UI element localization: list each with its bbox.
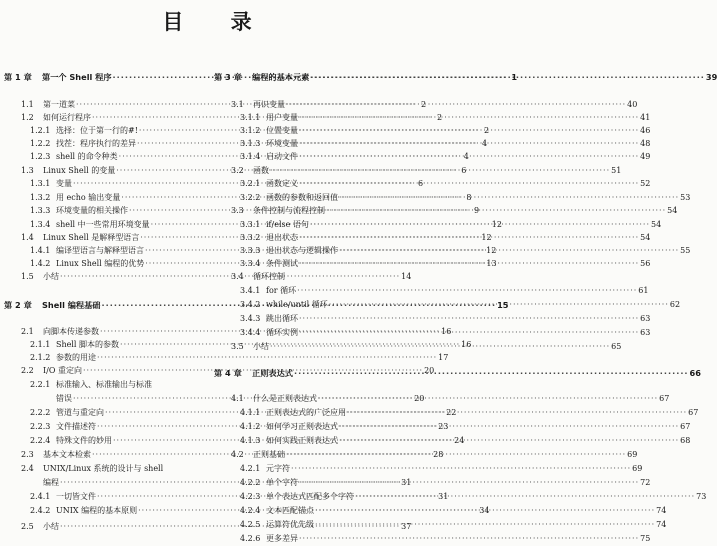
toc-entry <box>214 176 651 189</box>
section-number: 2.3 <box>21 450 34 459</box>
section-number: 1.4.1 <box>30 246 51 255</box>
entry-title: 环境变量 <box>266 139 298 148</box>
toc-entry <box>4 377 200 390</box>
entry-title: 函数的参数和返回值 <box>266 193 338 202</box>
section-number: 3.3 <box>231 206 244 215</box>
page-number: 67 <box>680 422 691 431</box>
section-number: 1.3.2 <box>30 193 51 202</box>
toc-entry <box>214 531 651 544</box>
page-number: 40 <box>627 100 638 109</box>
page-number: 68 <box>680 436 691 445</box>
entry-title: 基本文本检索 <box>43 450 91 459</box>
entry-title: if/else 语句 <box>266 220 309 229</box>
section-number: 2.1.2 <box>30 353 51 362</box>
entry-title: 用 echo 输出变量 <box>56 193 121 202</box>
entry-title: 第一个 Shell 程序 <box>42 72 112 82</box>
dot-leader <box>286 100 626 110</box>
page-number: 63 <box>640 314 651 323</box>
dot-leader <box>326 206 666 216</box>
section-number: 4.2.3 <box>240 492 261 501</box>
entry-title: 更多差异 <box>266 534 298 543</box>
dot-leader <box>315 520 655 530</box>
entry-title: 变量 <box>56 179 72 188</box>
entry-title: 如何学习正则表达式 <box>266 422 338 431</box>
section-number: 2.4.1 <box>30 492 51 501</box>
entry-title: 函数 <box>253 166 269 175</box>
entry-title: Shell 编程基础 <box>42 300 101 310</box>
section-number: 3.1.4 <box>240 152 261 161</box>
section-number: 2.2.3 <box>30 422 51 431</box>
dot-leader <box>299 139 639 149</box>
section-number: 2.5 <box>21 522 34 531</box>
section-number: 4.1 <box>231 394 244 403</box>
section-number: 1.5 <box>21 272 34 281</box>
section-number: 3.4.4 <box>240 328 261 337</box>
section-number: 第 4 章 <box>214 368 242 378</box>
section-number: 3.4.3 <box>240 314 261 323</box>
page-number: 2 <box>483 126 490 135</box>
entry-title: 单个表达式匹配多个字符 <box>266 492 354 501</box>
section-number: 1.3 <box>21 166 34 175</box>
page-number: 74 <box>656 520 667 529</box>
page-number: 56 <box>640 259 651 268</box>
page-number: 24 <box>454 436 465 445</box>
toc-entry <box>214 149 651 162</box>
entry-title: 再识变量 <box>253 100 285 109</box>
entry-title: 错误 <box>56 394 72 403</box>
entry-title: 函数定义 <box>266 179 298 188</box>
page-number: 52 <box>640 179 651 188</box>
dot-leader <box>315 506 655 516</box>
page-number: 4 <box>482 139 488 148</box>
toc-entry <box>214 123 651 136</box>
page-number: 9 <box>474 206 480 215</box>
entry-title: Linux Shell 是解释型语言 <box>43 233 140 242</box>
page-number: 54 <box>640 233 651 242</box>
section-number: 1.4.2 <box>30 259 51 268</box>
page-number: 67 <box>659 394 670 403</box>
dot-leader <box>299 478 639 488</box>
page-number: 55 <box>680 246 691 255</box>
entry-title: 一切皆文件 <box>56 492 96 501</box>
page-number: 12 <box>486 246 497 255</box>
entry-title: 退出状态 <box>266 233 298 242</box>
dot-leader <box>299 152 639 162</box>
section-number: 4.2.4 <box>240 506 261 515</box>
section-number: 1.1 <box>21 100 34 109</box>
dot-leader <box>299 328 639 338</box>
toc-entry <box>214 461 643 474</box>
section-number: 3.4.2 <box>240 300 261 309</box>
section-number: 1.3.3 <box>30 206 51 215</box>
entry-title: Linux Shell 编程的优势 <box>56 259 145 268</box>
page-number: 31 <box>401 478 412 487</box>
page-number: 41 <box>640 113 651 122</box>
entry-title: 循环控制 <box>253 272 285 281</box>
entry-title: Linux Shell 的变量 <box>43 166 116 175</box>
section-number: 2.2.1 <box>30 380 51 389</box>
dot-leader <box>299 259 639 269</box>
section-number: 4.1.1 <box>240 408 261 417</box>
page-number: 8 <box>466 193 472 202</box>
entry-title: for 循环 <box>266 286 297 295</box>
section-number: 1.2.2 <box>30 139 51 148</box>
page-number: 13 <box>486 259 497 268</box>
toc-entry <box>214 283 649 296</box>
page-number: 6 <box>418 179 424 188</box>
section-number: 1.2.1 <box>30 126 51 135</box>
page-number: 4 <box>463 152 469 161</box>
page-number: 31 <box>438 492 449 501</box>
page-number: 6 <box>461 166 467 175</box>
entry-title: shell 的命令种类 <box>56 152 118 161</box>
page-number: 73 <box>696 492 707 501</box>
toc-entry <box>214 190 691 203</box>
entry-title: 单个字符 <box>266 478 298 487</box>
toc-entry <box>214 475 651 488</box>
dot-leader <box>270 166 610 176</box>
dot-leader <box>297 286 637 296</box>
section-number: 4.2 <box>231 450 244 459</box>
entry-title: 编程 <box>43 478 59 487</box>
dot-leader <box>299 534 639 544</box>
page-number: 22 <box>446 408 457 417</box>
section-number: 2.2 <box>21 366 34 375</box>
page-number: 16 <box>441 327 452 336</box>
dot-leader <box>318 394 658 404</box>
dot-leader <box>294 368 689 378</box>
entry-title: 小结 <box>43 272 59 281</box>
page-number: 16 <box>461 340 472 349</box>
entry-title: 编译型语言与解释型语言 <box>56 246 144 255</box>
entry-title: 如何运行程序 <box>43 113 91 122</box>
entry-title: 文件描述符 <box>56 422 96 431</box>
entry-title: 管道与重定向 <box>56 408 104 417</box>
dot-leader <box>329 300 669 310</box>
section-number: 3.4 <box>231 272 244 281</box>
entry-title: 条件测试 <box>266 259 298 268</box>
page-number: 14 <box>401 272 412 281</box>
dot-leader <box>339 436 679 446</box>
entry-title: shell 中一些常用环境变量 <box>56 220 150 229</box>
section-number: 3.2.1 <box>240 179 261 188</box>
entry-title: 位置变量 <box>266 126 298 135</box>
entry-title: 参数的用途 <box>56 353 96 362</box>
section-number: 2.1 <box>21 327 34 336</box>
entry-title: UNIX/Linux 系统的设计与 shell <box>43 464 164 473</box>
toc-entry <box>4 350 449 363</box>
page-number: 23 <box>438 422 449 431</box>
page-number: 75 <box>640 534 651 543</box>
dot-leader <box>270 342 610 352</box>
page-number: 67 <box>688 408 699 417</box>
dot-leader <box>97 353 437 363</box>
section-number: 4.2.2 <box>240 478 261 487</box>
entry-title: while/until 循环 <box>266 300 328 309</box>
page-number: 1 <box>511 72 518 82</box>
page-number: 74 <box>656 506 667 515</box>
section-number: 3.2.2 <box>240 193 261 202</box>
page-number: 28 <box>433 450 444 459</box>
page-number: 66 <box>689 368 701 378</box>
entry-title: 运算符优先级 <box>266 520 314 529</box>
entry-title: 循环实例 <box>266 328 298 337</box>
section-number: 3.1.2 <box>240 126 261 135</box>
section-number: 4.2.6 <box>240 534 261 543</box>
section-number: 第 3 章 <box>214 72 242 82</box>
section-number: 1.3.1 <box>30 179 51 188</box>
page-title: 目 录 <box>162 10 272 34</box>
entry-title: I/O 重定向 <box>43 366 82 375</box>
entry-title: 特殊文件的妙用 <box>56 436 112 445</box>
dot-leader <box>339 422 679 432</box>
section-number: 2.2.2 <box>30 408 51 417</box>
entry-title: 小结 <box>253 342 269 351</box>
section-number: 1.3.4 <box>30 220 51 229</box>
page-number: 2 <box>437 113 443 122</box>
page-number: 34 <box>479 506 490 515</box>
entry-title: 启动文件 <box>266 152 298 161</box>
entry-title: 退出状态与逻辑操作 <box>266 246 338 255</box>
section-number: 2.4 <box>21 464 34 473</box>
section-number: 3.2 <box>231 166 244 175</box>
entry-title: 用户变量 <box>266 113 298 122</box>
page-number: 53 <box>680 193 691 202</box>
page-number: 48 <box>640 139 651 148</box>
section-number: 2.4.2 <box>30 506 51 515</box>
page-number: 63 <box>640 328 651 337</box>
page-number: 69 <box>632 464 643 473</box>
toc-entry <box>214 269 410 282</box>
page-number: 72 <box>640 478 651 487</box>
section-number: 3.1 <box>231 100 244 109</box>
section-number: 2.2.4 <box>30 436 51 445</box>
section-number: 1.2.3 <box>30 152 51 161</box>
entry-title: 第一道菜 <box>43 100 75 109</box>
dot-leader <box>299 314 639 324</box>
entry-title: 编程的基本元素 <box>252 72 310 82</box>
section-number: 第 2 章 <box>4 300 32 310</box>
toc-entry <box>214 517 667 530</box>
section-number: 3.5 <box>231 342 244 351</box>
page-number: 69 <box>627 450 638 459</box>
page-number: 20 <box>414 394 425 403</box>
page-number: 54 <box>651 220 662 229</box>
toc-entry <box>214 97 638 110</box>
toc-entry <box>214 136 651 149</box>
entry-title: 正则基础 <box>253 450 285 459</box>
entry-title: 找茬：程序执行的差异 <box>56 139 136 148</box>
entry-title: 标准输入、标准输出与标准 <box>56 380 152 389</box>
section-number: 1.2 <box>21 113 34 122</box>
dot-leader <box>310 220 650 230</box>
page-number: 39 <box>705 72 717 82</box>
entry-title: 小结 <box>43 522 59 531</box>
entry-title: 正则表达式的广泛应用 <box>266 408 346 417</box>
section-number: 3.3.1 <box>240 220 261 229</box>
dot-leader <box>299 113 639 123</box>
dot-leader <box>291 464 631 474</box>
toc-entry <box>214 110 651 123</box>
page-number: 62 <box>669 300 681 309</box>
entry-title: 文本匹配锚点 <box>266 506 314 515</box>
dot-leader <box>299 179 639 189</box>
toc-entry <box>4 461 200 474</box>
page-number: 37 <box>401 522 412 531</box>
dot-leader <box>355 492 695 502</box>
entry-title: 什么是正则表达式 <box>253 394 317 403</box>
section-number: 3.3.3 <box>240 246 261 255</box>
dot-leader <box>286 450 626 460</box>
page-number: 54 <box>667 206 678 215</box>
section-number: 3.4.1 <box>240 286 261 295</box>
toc-entry <box>214 163 622 176</box>
page-number: 61 <box>638 286 649 295</box>
entry-title: 条件控制与流程控制 <box>253 206 325 215</box>
dot-leader <box>339 193 679 203</box>
section-number: 第 1 章 <box>4 72 32 82</box>
entry-title: UNIX 编程的基本原则 <box>56 506 138 515</box>
section-number: 4.1.3 <box>240 436 261 445</box>
section-number: 3.3.4 <box>240 259 261 268</box>
section-number: 4.1.2 <box>240 422 261 431</box>
page-number: 51 <box>611 166 622 175</box>
entry-title: 正则表达式 <box>252 368 293 378</box>
entry-title: 跳出循环 <box>266 314 298 323</box>
dot-leader <box>339 246 679 256</box>
section-number: 3.1.3 <box>240 139 261 148</box>
page-number: 17 <box>438 353 449 362</box>
entry-title: 如何实践正则表达式 <box>266 436 338 445</box>
section-number: 2.1.1 <box>30 340 51 349</box>
page-number: 2 <box>421 100 427 109</box>
section-number: 3.1.1 <box>240 113 261 122</box>
section-number: 4.2.5 <box>240 520 261 529</box>
entry-title: 选择：位于第一行的#! <box>56 126 138 135</box>
chapter-entry <box>214 69 717 82</box>
entry-title: 向脚本传递参数 <box>43 327 99 336</box>
section-number: 4.2.1 <box>240 464 261 473</box>
entry-title: 环境变量的相关操作 <box>56 206 128 215</box>
page-number: 49 <box>640 152 651 161</box>
section-number: 1.4 <box>21 233 34 242</box>
dot-leader <box>310 72 705 82</box>
dot-leader <box>299 126 639 136</box>
entry-title: Shell 脚本的参数 <box>56 340 120 349</box>
toc-entry <box>214 311 651 324</box>
page-number: 46 <box>640 126 651 135</box>
dot-leader <box>299 233 639 243</box>
page-number: 15 <box>497 300 509 310</box>
page-number: 12 <box>491 220 502 229</box>
page-number: 20 <box>424 366 435 375</box>
entry-title: 元字符 <box>266 464 290 473</box>
page-number: 12 <box>481 233 492 242</box>
toc-entry <box>214 203 678 216</box>
page-number: 65 <box>611 342 622 351</box>
section-number: 3.3.2 <box>240 233 261 242</box>
dot-leader <box>347 408 687 418</box>
